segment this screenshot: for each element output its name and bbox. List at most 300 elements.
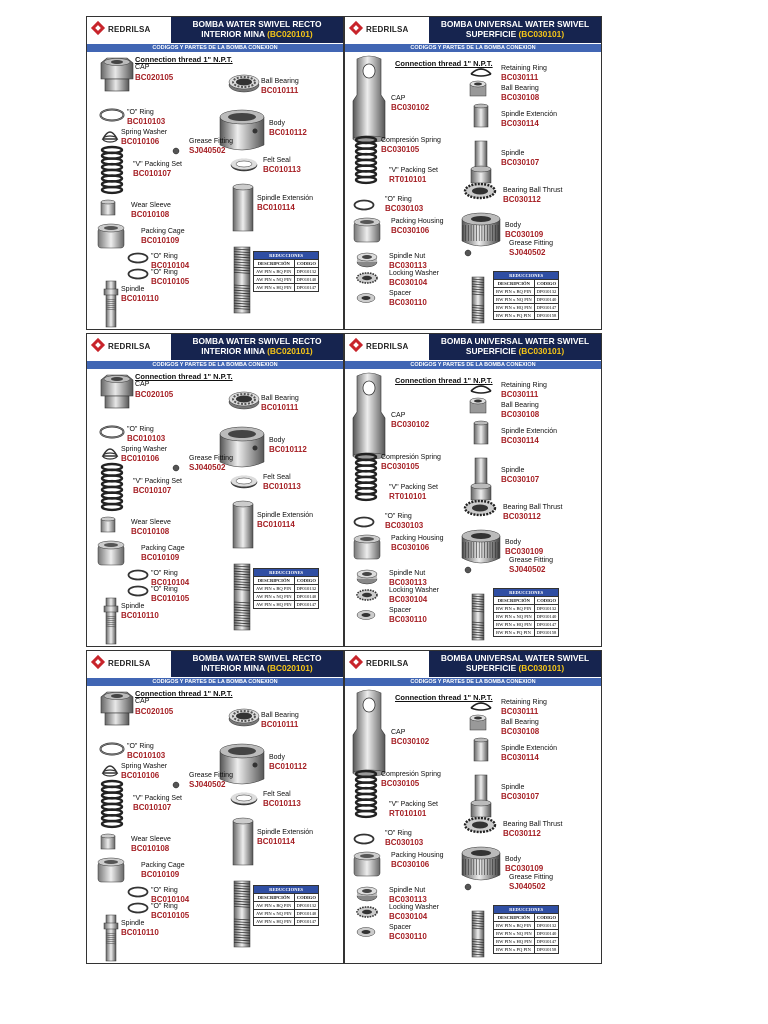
part-code: BC010111 bbox=[261, 86, 299, 95]
grease-part-icon bbox=[463, 245, 473, 263]
part-label: Retaining Ring bbox=[501, 699, 547, 706]
logo-diamond-icon bbox=[91, 338, 105, 352]
part-code: BC010110 bbox=[121, 294, 159, 303]
part-code: SJ040502 bbox=[509, 565, 546, 574]
title-line2: SUPERFICIE bbox=[465, 29, 517, 39]
part-label: Spacer bbox=[389, 290, 412, 297]
cap-part-icon bbox=[97, 374, 137, 415]
row-desc: AW PIN x BQ PIN bbox=[254, 902, 295, 910]
part-code: BC010110 bbox=[121, 928, 159, 937]
brand-name: REDRILSA bbox=[108, 659, 151, 668]
row-code: DP010132 bbox=[534, 922, 559, 930]
row-code: DP010158 bbox=[534, 312, 559, 320]
part-code: BC030105 bbox=[381, 779, 420, 788]
col-descripcion: DESCRIPCIÓN bbox=[494, 280, 535, 288]
brand-name: REDRILSA bbox=[366, 659, 409, 668]
table-row bbox=[254, 918, 319, 926]
redrilsa-logo bbox=[345, 334, 430, 360]
connection-thread-label: Connection thread 1" N.P.T. bbox=[395, 693, 493, 702]
row-desc: AW PIN x HQ PIN bbox=[254, 918, 295, 926]
table-row bbox=[494, 613, 559, 621]
part-label: Retaining Ring bbox=[501, 65, 547, 72]
part-label: "O" Ring bbox=[127, 426, 154, 433]
part-code: BC030103 bbox=[385, 204, 424, 213]
oring1-part-icon bbox=[99, 742, 125, 761]
part-label: Ball Bearing bbox=[261, 712, 299, 719]
connection-thread-label: Connection thread 1" N.P.T. bbox=[395, 376, 493, 385]
row-desc: AW PIN x BQ PIN bbox=[254, 585, 295, 593]
lockingwasher-part-icon bbox=[355, 905, 379, 924]
brand-name: REDRILSA bbox=[108, 25, 151, 34]
title-line2: INTERIOR MINA bbox=[201, 346, 265, 356]
sheet-title bbox=[175, 336, 339, 356]
table-row bbox=[254, 593, 319, 601]
part-label: Spindle Nut bbox=[389, 253, 426, 260]
row-desc: AW PIN x HQ PIN bbox=[254, 284, 295, 292]
part-code: BC030104 bbox=[389, 278, 428, 287]
grease-part-icon bbox=[463, 562, 473, 580]
row-code: DP010158 bbox=[534, 629, 559, 637]
part-label: "O" Ring bbox=[151, 253, 178, 260]
table-row bbox=[254, 910, 319, 918]
part-code: BC030109 bbox=[505, 230, 544, 239]
part-code: BC010108 bbox=[131, 844, 170, 853]
part-label: "O" Ring bbox=[151, 887, 178, 894]
sheet-header bbox=[345, 17, 601, 43]
spindleext-part-icon bbox=[231, 500, 255, 555]
part-label: Spindle Extención bbox=[501, 111, 558, 118]
part-label: Spindle bbox=[501, 150, 525, 157]
part-label: Spindle bbox=[121, 920, 145, 927]
part-label: Locking Washer bbox=[389, 904, 439, 911]
reducciones-title: REDUCCIONES bbox=[254, 252, 319, 260]
vpacking-part-icon bbox=[99, 145, 125, 200]
part-label: Grease Fitting bbox=[509, 240, 553, 247]
lockingwasher-part-icon bbox=[355, 271, 379, 290]
part-code: BC030107 bbox=[501, 475, 540, 484]
compspring-part-icon bbox=[353, 769, 379, 824]
part-code: BC010113 bbox=[263, 165, 301, 174]
part-label: Packing Cage bbox=[141, 228, 185, 235]
part-label: Grease Fitting bbox=[189, 138, 233, 145]
part-code: BC010109 bbox=[141, 236, 180, 245]
row-code: DP010132 bbox=[294, 585, 319, 593]
brand-name: REDRILSA bbox=[108, 342, 151, 351]
part-code: BC010111 bbox=[261, 403, 299, 412]
reducciones-title: REDUCCIONES bbox=[494, 589, 559, 597]
part-code: SJ040502 bbox=[189, 463, 226, 472]
table-row bbox=[494, 304, 559, 312]
table-row bbox=[494, 922, 559, 930]
part-code: BC030103 bbox=[385, 838, 424, 847]
part-code: BC010108 bbox=[131, 210, 170, 219]
row-desc: BW PIN x BQ PIN bbox=[494, 605, 535, 613]
spindlenut-part-icon bbox=[355, 569, 379, 590]
logo-diamond-icon bbox=[349, 21, 363, 35]
part-code: BC030113 bbox=[389, 578, 427, 587]
part-label: "V" Packing Set bbox=[389, 484, 438, 491]
row-desc: AW PIN x NQ PIN bbox=[254, 593, 295, 601]
part-code: BC010106 bbox=[121, 137, 160, 146]
part-label: Grease Fitting bbox=[189, 455, 233, 462]
row-code: DP010147 bbox=[534, 938, 559, 946]
title-line2: INTERIOR MINA bbox=[201, 29, 265, 39]
part-code: BC030102 bbox=[391, 103, 430, 112]
part-label: Spindle Extención bbox=[501, 745, 558, 752]
col-codigo: CODIGO bbox=[294, 577, 319, 585]
table-row bbox=[494, 930, 559, 938]
part-label: "V" Packing Set bbox=[389, 167, 438, 174]
col-codigo: CODIGO bbox=[534, 914, 559, 922]
part-code: BC030102 bbox=[391, 420, 430, 429]
part-label: Body bbox=[269, 120, 285, 127]
feltseal-part-icon bbox=[229, 791, 259, 812]
oring3-part-icon bbox=[127, 901, 149, 919]
reduccion-adapter-icon bbox=[231, 245, 253, 320]
title-line1: BOMBA UNIVERSAL WATER SWIVEL bbox=[440, 19, 590, 29]
row-code: DP010140 bbox=[534, 613, 559, 621]
part-code: BC020105 bbox=[135, 73, 174, 82]
sheet-title bbox=[433, 653, 597, 673]
reducciones-table bbox=[253, 251, 319, 292]
oring3-part-icon bbox=[127, 584, 149, 602]
oring1-part-icon bbox=[99, 425, 125, 444]
table-row bbox=[494, 312, 559, 320]
wearsleeve-part-icon bbox=[99, 516, 117, 539]
part-code: BC030102 bbox=[391, 737, 430, 746]
part-code: BC010111 bbox=[261, 720, 299, 729]
sheet-header bbox=[87, 17, 343, 43]
part-code: BC010114 bbox=[257, 203, 295, 212]
col-descripcion: DESCRIPCIÓN bbox=[254, 894, 295, 902]
part-code: BC010110 bbox=[121, 611, 159, 620]
oring1-part-icon bbox=[99, 108, 125, 127]
part-label: Grease Fitting bbox=[509, 874, 553, 881]
part-label: Spindle Extensión bbox=[257, 512, 314, 519]
part-label: Packing Cage bbox=[141, 545, 185, 552]
table-row bbox=[494, 605, 559, 613]
part-code: BC010109 bbox=[141, 870, 180, 879]
row-desc: AW PIN x NQ PIN bbox=[254, 276, 295, 284]
subheader-bar: CODIGOS Y PARTES DE LA BOMBA CONEXION bbox=[87, 44, 343, 52]
part-code: BC030105 bbox=[381, 462, 420, 471]
title-line1: BOMBA WATER SWIVEL RECTO bbox=[192, 653, 322, 663]
redrilsa-logo bbox=[87, 17, 172, 43]
part-label: Compresión Spring bbox=[381, 454, 441, 461]
row-code: DP010132 bbox=[534, 288, 559, 296]
part-label: Spacer bbox=[389, 924, 412, 931]
row-code: DP010132 bbox=[294, 268, 319, 276]
part-code: BC030112 bbox=[503, 512, 541, 521]
part-label: "V" Packing Set bbox=[133, 161, 182, 168]
lockingwasher-part-icon bbox=[355, 588, 379, 607]
spindleext-part-icon bbox=[231, 183, 255, 238]
part-code: RT010101 bbox=[389, 175, 427, 184]
title-line2: SUPERFICIE bbox=[465, 346, 517, 356]
packinghousing-part-icon bbox=[351, 851, 383, 884]
part-code: BC010107 bbox=[133, 803, 172, 812]
part-code: RT010101 bbox=[389, 492, 427, 501]
part-label: Spindle bbox=[501, 467, 525, 474]
part-code: SJ040502 bbox=[509, 882, 546, 891]
left-catalog-sheet bbox=[86, 333, 344, 647]
col-codigo: CODIGO bbox=[534, 280, 559, 288]
part-code: BC010109 bbox=[141, 553, 180, 562]
part-label: Felt Seal bbox=[263, 791, 291, 798]
reducciones-title: REDUCCIONES bbox=[494, 272, 559, 280]
feltseal-part-icon bbox=[229, 157, 259, 178]
part-label: Packing Cage bbox=[141, 862, 185, 869]
row-code: DP010140 bbox=[294, 593, 319, 601]
brand-name: REDRILSA bbox=[366, 25, 409, 34]
col-codigo: CODIGO bbox=[294, 260, 319, 268]
title-code: (BC020101) bbox=[267, 346, 313, 356]
part-code: BC030114 bbox=[501, 436, 539, 445]
connection-thread-label: Connection thread 1" N.P.T. bbox=[135, 372, 233, 381]
part-code: BC030103 bbox=[385, 521, 424, 530]
spindlenut-part-icon bbox=[355, 252, 379, 273]
part-code: BC020105 bbox=[135, 390, 174, 399]
spindleext-part-icon bbox=[231, 817, 255, 872]
part-label: Grease Fitting bbox=[189, 772, 233, 779]
part-label: Ball Bearing bbox=[501, 85, 539, 92]
sheet-header bbox=[87, 651, 343, 677]
part-code: BC030104 bbox=[389, 912, 428, 921]
subheader-bar: CODIGOS Y PARTES DE LA BOMBA CONEXION bbox=[87, 361, 343, 369]
cap-part-icon bbox=[97, 691, 137, 732]
title-line1: BOMBA WATER SWIVEL RECTO bbox=[192, 336, 322, 346]
sheet-header bbox=[87, 334, 343, 360]
connection-thread-label: Connection thread 1" N.P.T. bbox=[135, 55, 233, 64]
title-line2: INTERIOR MINA bbox=[201, 663, 265, 673]
compspring-part-icon bbox=[353, 135, 379, 190]
table-row bbox=[494, 938, 559, 946]
part-label: Spring Washer bbox=[121, 129, 168, 136]
title-line1: BOMBA UNIVERSAL WATER SWIVEL bbox=[440, 336, 590, 346]
part-code: BC030109 bbox=[505, 864, 544, 873]
sheet-header bbox=[345, 651, 601, 677]
connection-thread-label: Connection thread 1" N.P.T. bbox=[135, 689, 233, 698]
part-label: Body bbox=[269, 437, 285, 444]
part-label: Compresión Spring bbox=[381, 771, 441, 778]
title-code: (BC020101) bbox=[267, 29, 313, 39]
spindleext-part-icon bbox=[471, 420, 491, 451]
sheet-title bbox=[433, 19, 597, 39]
part-code: BC010114 bbox=[257, 837, 295, 846]
part-code: BC030105 bbox=[381, 145, 420, 154]
part-label: Ball Bearing bbox=[261, 78, 299, 85]
title-code: (BC030101) bbox=[518, 29, 565, 39]
col-codigo: CODIGO bbox=[534, 597, 559, 605]
sheet-title bbox=[175, 653, 339, 673]
row-desc: BW PIN x PQ PIN bbox=[494, 312, 535, 320]
part-label: Spindle bbox=[121, 286, 145, 293]
part-code: BC010112 bbox=[269, 445, 307, 454]
wearsleeve-part-icon bbox=[99, 199, 117, 222]
part-label: Spacer bbox=[389, 607, 412, 614]
reducciones-title: REDUCCIONES bbox=[254, 569, 319, 577]
part-label: "O" Ring bbox=[151, 903, 178, 910]
spacer-part-icon bbox=[355, 608, 377, 626]
part-label: CAP bbox=[135, 698, 150, 705]
part-label: Ball Bearing bbox=[261, 395, 299, 402]
spacer-part-icon bbox=[355, 925, 377, 943]
part-label: Bearing Ball Thrust bbox=[503, 504, 563, 511]
grease-part-icon bbox=[171, 143, 181, 161]
row-desc: BW PIN x NQ PIN bbox=[494, 613, 535, 621]
table-row bbox=[494, 296, 559, 304]
right-catalog-sheet bbox=[344, 650, 602, 964]
ballbearing-part-icon bbox=[227, 390, 261, 415]
table-row bbox=[254, 268, 319, 276]
ballbearing-part-icon bbox=[467, 397, 489, 420]
part-code: BC030110 bbox=[389, 298, 427, 307]
ballbearing-part-icon bbox=[467, 714, 489, 737]
row-code: DP010147 bbox=[294, 601, 319, 609]
part-code: BC030108 bbox=[501, 410, 540, 419]
row-desc: BW PIN x BQ PIN bbox=[494, 288, 535, 296]
part-code: BC010105 bbox=[151, 911, 190, 920]
part-label: Ball Bearing bbox=[501, 402, 539, 409]
part-label: "O" Ring bbox=[127, 743, 154, 750]
part-label: "O" Ring bbox=[151, 269, 178, 276]
packingcage-part-icon bbox=[95, 857, 127, 890]
feltseal-part-icon bbox=[229, 474, 259, 495]
table-row bbox=[254, 601, 319, 609]
part-label: CAP bbox=[391, 729, 406, 736]
part-label: Packing Housing bbox=[391, 218, 444, 225]
part-code: BC010107 bbox=[133, 169, 172, 178]
table-row bbox=[494, 946, 559, 954]
oring3-part-icon bbox=[127, 267, 149, 285]
part-code: BC010105 bbox=[151, 277, 190, 286]
part-label: CAP bbox=[135, 381, 150, 388]
part-label: Spindle bbox=[501, 784, 525, 791]
redrilsa-logo bbox=[87, 651, 172, 677]
part-label: Packing Housing bbox=[391, 535, 444, 542]
part-label: Locking Washer bbox=[389, 587, 439, 594]
title-line2: SUPERFICIE bbox=[465, 663, 517, 673]
part-code: BC030114 bbox=[501, 753, 539, 762]
table-row bbox=[494, 288, 559, 296]
subheader-bar: CODIGOS Y PARTES DE LA BOMBA CONEXION bbox=[345, 44, 601, 52]
row-code: DP010140 bbox=[294, 276, 319, 284]
sheet-title bbox=[175, 19, 339, 39]
part-label: CAP bbox=[391, 95, 406, 102]
part-code: BC010103 bbox=[127, 434, 166, 443]
part-code: RT010101 bbox=[389, 809, 427, 818]
spacer-part-icon bbox=[355, 291, 377, 309]
part-label: Body bbox=[505, 539, 521, 546]
part-code: BC030108 bbox=[501, 93, 540, 102]
row-desc: BW PIN x NQ PIN bbox=[494, 296, 535, 304]
row-code: DP010147 bbox=[294, 284, 319, 292]
bearingthrust-part-icon bbox=[463, 499, 497, 522]
spindlenut-part-icon bbox=[355, 886, 379, 907]
part-label: CAP bbox=[391, 412, 406, 419]
oring-part-icon bbox=[353, 198, 375, 216]
part-code: SJ040502 bbox=[189, 780, 226, 789]
part-label: Spindle Nut bbox=[389, 570, 426, 577]
oring-part-icon bbox=[353, 832, 375, 850]
row-code: DP010132 bbox=[294, 902, 319, 910]
reducciones-table bbox=[493, 588, 559, 637]
part-label: Bearing Ball Thrust bbox=[503, 821, 563, 828]
part-label: "O" Ring bbox=[385, 830, 412, 837]
table-row bbox=[254, 284, 319, 292]
part-label: Packing Housing bbox=[391, 852, 444, 859]
col-descripcion: DESCRIPCIÓN bbox=[494, 914, 535, 922]
grease-part-icon bbox=[171, 460, 181, 478]
part-label: Compresión Spring bbox=[381, 137, 441, 144]
row-code: DP010147 bbox=[294, 918, 319, 926]
part-label: Spring Washer bbox=[121, 446, 168, 453]
part-code: BC030112 bbox=[503, 195, 541, 204]
reducciones-title: REDUCCIONES bbox=[494, 906, 559, 914]
packingcage-part-icon bbox=[95, 540, 127, 573]
spindle-part-icon bbox=[101, 913, 121, 964]
spindleext-part-icon bbox=[471, 737, 491, 768]
packingcage-part-icon bbox=[95, 223, 127, 256]
packinghousing-part-icon bbox=[351, 534, 383, 567]
part-code: BC030114 bbox=[501, 119, 539, 128]
row-desc: AW PIN x BQ PIN bbox=[254, 268, 295, 276]
part-label: Retaining Ring bbox=[501, 382, 547, 389]
compspring-part-icon bbox=[353, 452, 379, 507]
part-label: Wear Sleeve bbox=[131, 836, 171, 843]
row-code: DP010140 bbox=[534, 296, 559, 304]
row-code: DP010147 bbox=[534, 621, 559, 629]
reducciones-table bbox=[493, 271, 559, 320]
reducciones-table bbox=[253, 885, 319, 926]
oring-part-icon bbox=[353, 515, 375, 533]
part-label: "O" Ring bbox=[151, 586, 178, 593]
part-code: BC030110 bbox=[389, 615, 427, 624]
grease-part-icon bbox=[463, 879, 473, 897]
row-desc: AW PIN x NQ PIN bbox=[254, 910, 295, 918]
part-label: Spindle Extensión bbox=[257, 195, 314, 202]
part-code: BC030113 bbox=[389, 895, 427, 904]
title-line1: BOMBA WATER SWIVEL RECTO bbox=[192, 19, 322, 29]
row-desc: BW PIN x PQ PIN bbox=[494, 946, 535, 954]
part-label: Bearing Ball Thrust bbox=[503, 187, 563, 194]
reduccion-adapter-icon bbox=[469, 909, 487, 964]
part-label: "V" Packing Set bbox=[389, 801, 438, 808]
reduccion-adapter-icon bbox=[231, 562, 253, 637]
wearsleeve-part-icon bbox=[99, 833, 117, 856]
reducciones-title: REDUCCIONES bbox=[254, 886, 319, 894]
part-label: Spindle Extensión bbox=[257, 829, 314, 836]
part-label: "V" Packing Set bbox=[133, 478, 182, 485]
part-label: CAP bbox=[135, 64, 150, 71]
packinghousing-part-icon bbox=[351, 217, 383, 250]
ballbearing-part-icon bbox=[227, 73, 261, 98]
part-label: Spindle Extención bbox=[501, 428, 558, 435]
left-catalog-sheet bbox=[86, 16, 344, 330]
part-code: BC010112 bbox=[269, 128, 307, 137]
logo-diamond-icon bbox=[349, 655, 363, 669]
row-code: DP010147 bbox=[534, 304, 559, 312]
part-label: Spindle Nut bbox=[389, 887, 426, 894]
part-label: Spindle bbox=[121, 603, 145, 610]
part-code: BC030110 bbox=[389, 932, 427, 941]
part-label: Ball Bearing bbox=[501, 719, 539, 726]
part-code: BC030108 bbox=[501, 727, 540, 736]
row-code: DP010140 bbox=[534, 930, 559, 938]
subheader-bar: CODIGOS Y PARTES DE LA BOMBA CONEXION bbox=[345, 361, 601, 369]
reduccion-adapter-icon bbox=[469, 275, 487, 330]
part-label: Body bbox=[505, 222, 521, 229]
